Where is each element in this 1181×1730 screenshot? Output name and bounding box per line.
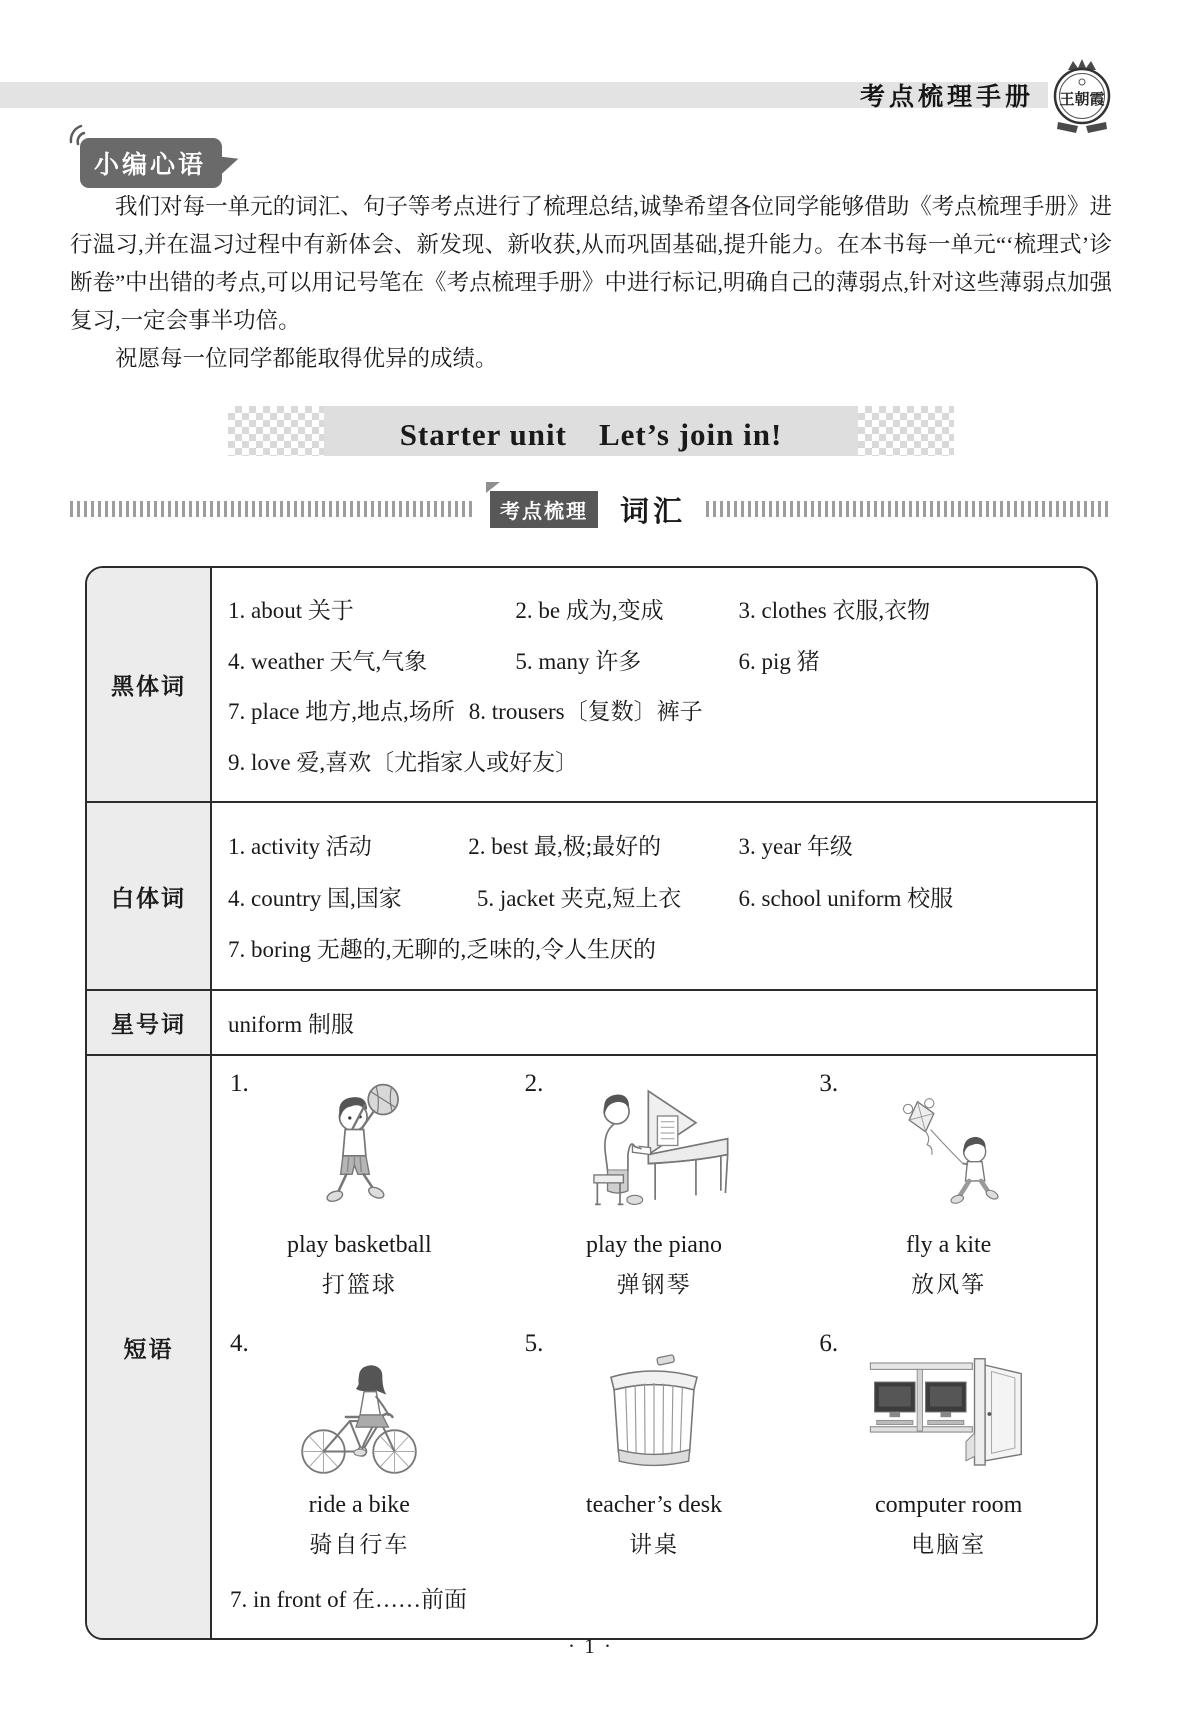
checker-right-decoration <box>858 406 954 456</box>
phrase-chinese: 骑自行车 <box>309 1531 410 1557</box>
phrase-chinese: 放风筝 <box>911 1272 987 1297</box>
star-words-content <box>212 991 1096 1056</box>
vocab-entry: 1. activity 活动 <box>228 833 372 859</box>
phrase-chinese: 弹钢琴 <box>616 1272 692 1297</box>
play-piano-icon <box>569 1082 739 1218</box>
vocab-entry: 8. trousers〔复数〕裤子 <box>468 699 703 725</box>
phrase-grid <box>212 1056 1096 1581</box>
bold-words-content <box>212 568 1096 803</box>
phrase-number: 5. <box>524 1329 544 1357</box>
logo-text: 王朝霞 <box>1059 91 1105 108</box>
phrase-english: play basketball <box>287 1232 432 1258</box>
vocab-line <box>228 643 1086 676</box>
sound-wave-icon <box>66 124 90 148</box>
unit-banner <box>228 406 954 456</box>
vocab-line <box>228 693 1086 726</box>
editor-note-paragraph-2: 祝愿每一位同学都能取得优异的成绩。 <box>115 346 498 371</box>
dotted-rule-right <box>706 501 1112 517</box>
unit-title: Starter unit Let’s join in! <box>324 406 858 456</box>
editor-note-badge-label: 小编心语 <box>94 151 207 179</box>
row-label-white-words: 白体词 <box>87 803 212 991</box>
seal-icon <box>1044 56 1120 138</box>
bike-illustration <box>293 1336 425 1478</box>
phrase-extra-entry: 7. in front of 在……前面 <box>230 1587 468 1612</box>
phrases-content <box>212 1056 1096 1638</box>
white-words-content <box>212 803 1096 991</box>
vocab-entry: 4. weather 天气,气象 <box>228 648 428 674</box>
vocab-line <box>228 828 1086 861</box>
editor-note-badge <box>80 138 222 188</box>
vocabulary-table <box>85 566 1098 1640</box>
checker-left-decoration <box>228 406 324 456</box>
phrase-english: ride a bike <box>308 1491 410 1518</box>
row-label-phrases: 短语 <box>87 1056 212 1638</box>
vocab-entry: 6. pig 猪 <box>738 648 820 674</box>
editor-note-text <box>70 188 1112 378</box>
section-badge: 考点梳理 <box>490 491 598 528</box>
phrase-number: 1. <box>230 1070 249 1097</box>
row-label-bold-words: 黑体词 <box>87 568 212 803</box>
vocab-entry: 2. best 最,极;最好的 <box>468 833 662 859</box>
phrase-english: play the piano <box>586 1232 722 1258</box>
play-basketball-icon <box>307 1080 411 1218</box>
vocab-line <box>228 592 1086 625</box>
vocab-entry: 5. jacket 夹克,短上衣 <box>476 885 682 911</box>
phrase-number: 3. <box>819 1070 839 1097</box>
vocab-entry: 1. about 关于 <box>228 597 354 623</box>
vocab-entry: 3. clothes 衣服,衣物 <box>738 597 931 623</box>
phrase-chinese: 打篮球 <box>321 1272 397 1297</box>
header-bar <box>0 82 1048 111</box>
phrase-number: 4. <box>230 1329 249 1357</box>
teachers-desk-icon <box>596 1350 712 1478</box>
kite-illustration <box>894 1076 1004 1218</box>
handbook-title: 考点梳理手册 <box>859 83 1034 111</box>
piano-illustration <box>569 1076 739 1218</box>
vocab-entry: uniform 制服 <box>228 1012 354 1037</box>
phrase-card-computer-room <box>801 1322 1096 1582</box>
phrase-english: teacher’s desk <box>585 1491 723 1518</box>
phrase-number: 2. <box>524 1070 544 1097</box>
vocab-entry: 7. place 地方,地点,场所 <box>228 699 455 725</box>
section-title: 词汇 <box>620 495 687 528</box>
phrase-english: fly a kite <box>906 1232 992 1258</box>
basketball-illustration <box>307 1076 411 1218</box>
phrase-english: computer room <box>875 1491 1023 1518</box>
phrase-card-play-basketball <box>212 1062 507 1322</box>
vocab-entry: 9. love 爱,喜欢〔尤指家人或好友〕 <box>228 750 579 776</box>
section-header <box>70 494 1112 528</box>
phrase-chinese: 讲桌 <box>628 1531 679 1557</box>
phrase-card-teachers-desk <box>507 1322 802 1582</box>
row-label-star-words: 星号词 <box>87 991 212 1056</box>
vocab-entry: 3. year 年级 <box>738 833 853 859</box>
vocab-entry: 6. school uniform 校服 <box>738 885 954 911</box>
teachers-desk-illustration <box>596 1336 712 1478</box>
vocab-entry: 7. boring 无趣的,无聊的,乏味的,令人生厌的 <box>228 937 657 963</box>
editor-note-paragraph-1: 我们对每一单元的词汇、句子等考点进行了梳理总结,诚挚希望各位同学能够借助《考点梳理手册》进行温习,并在温习过程中有新体会、新发现、新收获,从而巩固基础,提升能力。在本书每一单元“‘梳理式’诊断卷”中出错的考点,可以用记号笔在《考点梳理手册》中进行标记,明确自己的薄弱点,针对这些薄弱点加强复习,一定会事半功倍。 <box>70 194 1112 333</box>
phrase-card-ride-a-bike <box>212 1322 507 1582</box>
computer-room-illustration <box>864 1336 1034 1478</box>
vocab-entry: 2. be 成为,变成 <box>515 597 664 623</box>
ride-bike-icon <box>293 1354 425 1478</box>
dotted-rule-left <box>70 501 476 517</box>
phrase-card-play-the-piano <box>507 1062 802 1322</box>
vocab-line <box>228 880 1086 913</box>
vocab-entry: 5. many 许多 <box>515 648 642 674</box>
phrase-chinese: 电脑室 <box>911 1531 987 1557</box>
fly-kite-icon <box>894 1098 1004 1218</box>
computer-room-icon <box>864 1350 1034 1478</box>
vocab-entry: 4. country 国,国家 <box>228 885 402 911</box>
phrase-card-fly-a-kite <box>801 1062 1096 1322</box>
phrase-number: 6. <box>819 1329 839 1357</box>
page-number: · 1 · <box>568 1634 613 1658</box>
brand-seal-logo <box>1044 56 1120 138</box>
